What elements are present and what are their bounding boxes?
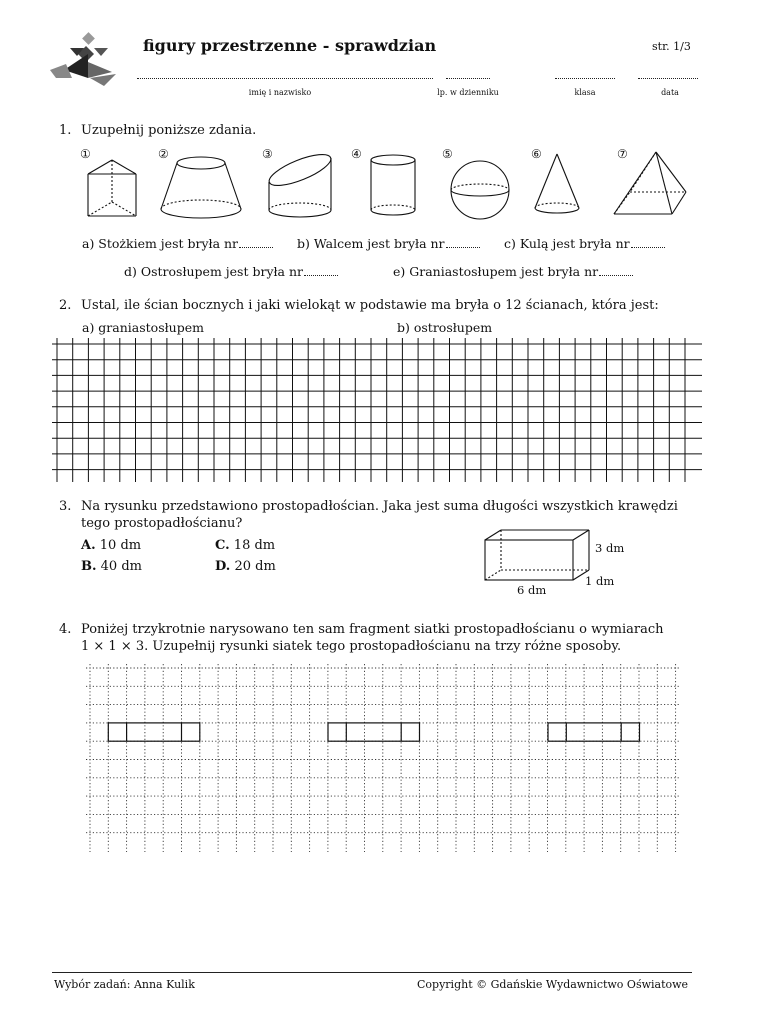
answer-blank-a[interactable] <box>239 246 273 248</box>
question-1-number: 1. <box>59 123 72 138</box>
question-1-e-text: e) Graniastosłupem jest bryła nr <box>393 264 599 279</box>
option-c[interactable] <box>215 537 275 554</box>
question-2-a: a) graniastosłupem <box>82 320 204 335</box>
class-number-field-line[interactable] <box>446 78 490 79</box>
shape-4-number: ④ <box>351 147 362 161</box>
option-c-value: 18 dm <box>233 538 276 553</box>
question-1-b <box>297 236 480 251</box>
question-1 <box>59 122 256 139</box>
triangular-prism-figure <box>86 158 142 220</box>
question-1-e <box>393 264 633 279</box>
question-3-text-line2: tego prostopadłościanu? <box>81 516 243 531</box>
option-b[interactable] <box>81 558 142 575</box>
sphere-figure <box>448 158 512 222</box>
date-field-line[interactable] <box>638 78 698 79</box>
name-field-line[interactable] <box>137 78 433 79</box>
option-a-letter: A. <box>81 538 96 553</box>
shape-3-number: ③ <box>262 147 273 161</box>
truncated-cone-figure <box>158 155 244 221</box>
question-2-number: 2. <box>59 298 72 313</box>
answer-blank-d[interactable] <box>304 274 338 276</box>
question-3 <box>59 498 699 532</box>
question-1-text: Uzupełnij poniższe zdania. <box>81 123 257 138</box>
option-d-letter: D. <box>215 559 231 574</box>
option-a-value: 10 dm <box>99 538 142 553</box>
footer-author: Wybór zadań: Anna Kulik <box>54 978 195 991</box>
net-strip-1 <box>108 723 200 741</box>
name-field-label: imię i nazwisko <box>248 88 312 97</box>
question-3-text-line1: Na rysunku przedstawiono prostopadłościan. Jaka jest suma długości wszystkich krawędzi <box>81 499 678 514</box>
question-3-number: 3. <box>59 499 72 514</box>
question-1-a <box>82 236 273 251</box>
cuboid-figure <box>484 528 596 584</box>
page-title: figury przestrzenne - sprawdzian <box>143 36 437 55</box>
cuboid-height-label: 3 dm <box>595 541 625 555</box>
cut-cylinder-figure <box>266 148 334 222</box>
class-number-field-label: lp. w dzienniku <box>437 88 499 97</box>
net-drawing-grid[interactable] <box>86 664 680 852</box>
pyramid-figure <box>612 150 688 218</box>
shape-2-number: ② <box>158 147 169 161</box>
net-strip-3 <box>548 723 640 741</box>
question-1-d <box>124 264 338 279</box>
cone-figure <box>532 152 582 222</box>
option-d-value: 20 dm <box>234 559 276 574</box>
answer-grid-2[interactable] <box>52 338 702 482</box>
class-field-line[interactable] <box>555 78 615 79</box>
option-a[interactable] <box>81 537 141 554</box>
option-d[interactable] <box>215 558 276 575</box>
publisher-logo <box>50 34 116 86</box>
question-4-text-line1: Poniżej trzykrotnie narysowano ten sam fragment siatki prostopadłościanu o wymiarach <box>81 622 664 637</box>
cuboid-length-label: 6 dm <box>517 583 547 597</box>
option-b-value: 40 dm <box>100 559 142 574</box>
question-2-text: Ustal, ile ścian bocznych i jaki wielokąt w podstawie ma bryła o 12 ścianach, która jest: <box>81 298 659 313</box>
question-4-number: 4. <box>59 622 72 637</box>
question-1-b-text: b) Walcem jest bryła nr <box>297 236 445 251</box>
shape-1-number: ① <box>80 147 91 161</box>
cylinder-figure <box>368 152 418 220</box>
footer-copyright: Copyright © Gdańskie Wydawnictwo Oświatowe <box>417 978 689 991</box>
answer-blank-c[interactable] <box>631 246 665 248</box>
footer-rule <box>52 972 692 973</box>
answer-blank-b[interactable] <box>446 246 480 248</box>
question-2 <box>59 297 699 314</box>
shape-5-number: ⑤ <box>442 147 453 161</box>
shape-6-number: ⑥ <box>531 147 542 161</box>
question-1-c <box>504 236 665 251</box>
question-1-c-text: c) Kulą jest bryła nr <box>504 236 630 251</box>
question-4-text-line2: 1 × 1 × 3. Uzupełnij rysunki siatek tego prostopadłościanu na trzy różne sposoby. <box>81 639 622 654</box>
net-strip-2 <box>328 723 420 741</box>
date-field-label: data <box>661 88 679 97</box>
page-number: str. 1/3 <box>652 40 691 53</box>
question-2-b: b) ostrosłupem <box>397 320 493 335</box>
answer-blank-e[interactable] <box>599 274 633 276</box>
class-field-label: klasa <box>574 88 596 97</box>
question-1-d-text: d) Ostrosłupem jest bryła nr <box>124 264 304 279</box>
option-b-letter: B. <box>81 559 97 574</box>
option-c-letter: C. <box>215 538 230 553</box>
cuboid-depth-label: 1 dm <box>585 574 615 588</box>
question-4 <box>59 621 699 655</box>
shape-7-number: ⑦ <box>617 147 628 161</box>
question-1-a-text: a) Stożkiem jest bryła nr <box>82 236 239 251</box>
